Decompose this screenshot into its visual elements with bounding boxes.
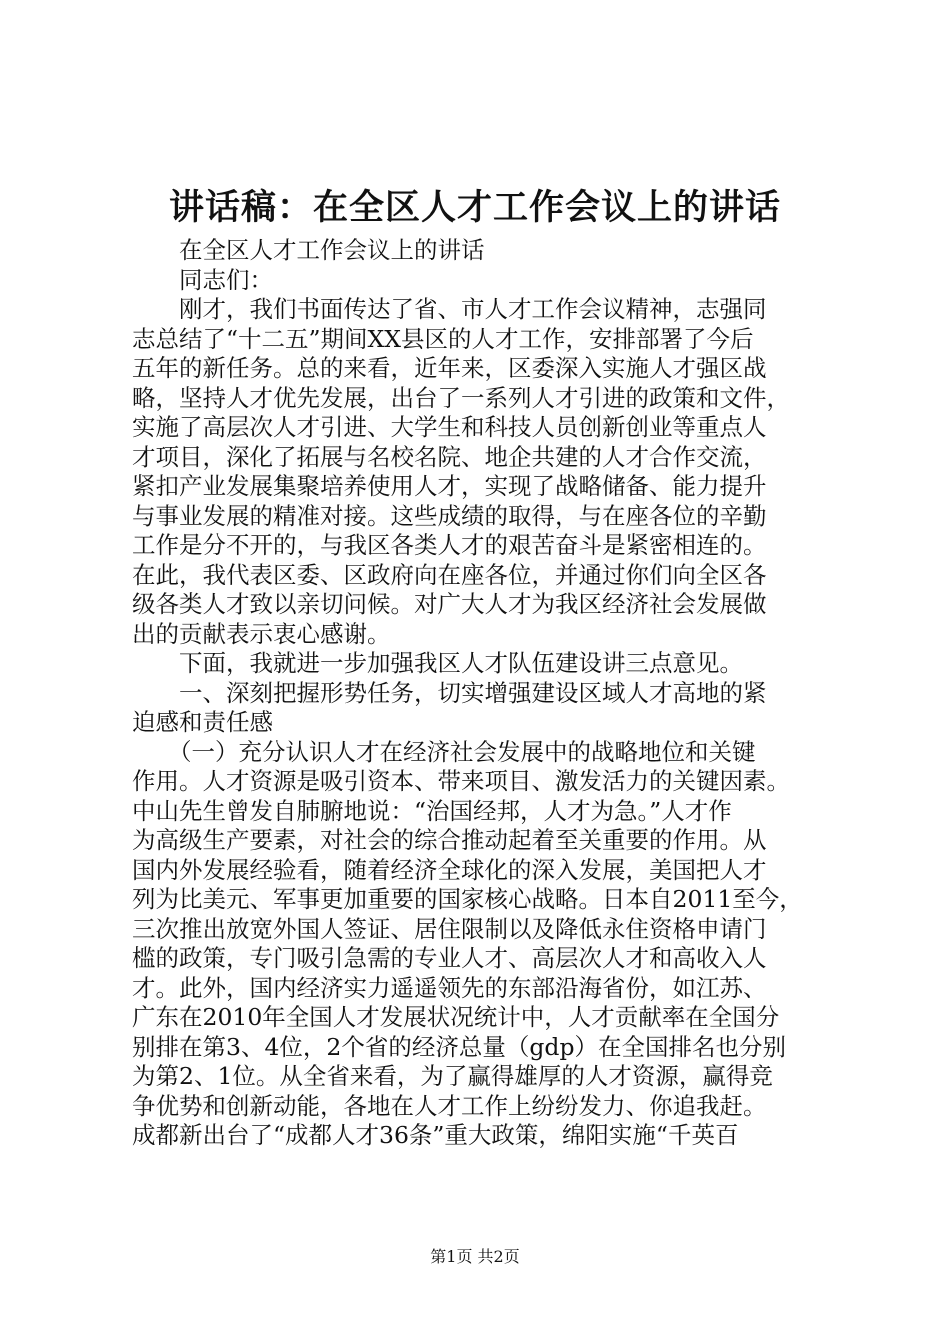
body-line: 志总结了“十二五”期间XX县区的人才工作，安排部署了今后 — [132, 324, 754, 353]
page-footer: 第1页 共2页 — [430, 1247, 520, 1266]
body-line: 国内外发展经验看，随着经济全球化的深入发展，美国把人才 — [132, 855, 767, 884]
body-line: 广东在2010年全国人才发展状况统计中，人才贡献率在全国分 — [132, 1003, 780, 1031]
subtitle-line: 在全区人才工作会议上的讲话 — [179, 236, 485, 264]
body-line: 才。此外，国内经济实力遥遥领先的东部沿海省份，如江苏、 — [132, 973, 767, 1002]
body-line: 三次推出放宽外国人签证、居住限制以及降低永住资格申请门 — [132, 914, 767, 943]
body-line: 为第2、1位。从全省来看，为了赢得雄厚的人才资源，赢得竞 — [132, 1062, 773, 1090]
document-body — [132, 236, 832, 1151]
body-line: 槛的政策，专门吸引急需的专业人才、高层次人才和高收入人 — [132, 944, 767, 972]
body-line: 出的贡献表示衷心感谢。 — [132, 619, 391, 648]
salutation-line: 同志们： — [179, 265, 273, 294]
subsection-line: （一）充分认识人才在经济社会发展中的战略地位和关键 — [168, 737, 756, 766]
body-line: 争优势和创新动能，各地在人才工作上纷纷发力、你追我赶。 — [132, 1091, 767, 1120]
document-title: 讲话稿：在全区人才工作会议上的讲话 — [168, 188, 781, 228]
section-heading-line: 一、深刻把握形势任务，切实增强建设区域人才高地的紧 — [179, 678, 767, 707]
body-line: 为高级生产要素，对社会的综合推动起着至关重要的作用。从 — [132, 826, 767, 854]
body-line: 下面，我就进一步加强我区人才队伍建设讲三点意见。 — [179, 649, 743, 677]
body-line: 工作是分不开的，与我区各类人才的艰苦奋斗是紧密相连的。 — [132, 531, 767, 559]
body-line: 级各类人才致以亲切问候。对广大人才为我区经济社会发展做 — [132, 590, 767, 618]
body-line: 列为比美元、军事更加重要的国家核心战略。日本自2011至今， — [132, 885, 803, 913]
body-line: 在此，我代表区委、区政府向在座各位，并通过你们向全区各 — [132, 560, 767, 589]
body-line: 略，坚持人才优先发展，出台了一系列人才引进的政策和文件， — [132, 383, 790, 412]
body-line: 刚才，我们书面传达了省、市人才工作会议精神，志强同 — [179, 295, 767, 323]
body-line: 五年的新任务。总的来看，近年来，区委深入实施人才强区战 — [132, 354, 767, 382]
body-line: 中山先生曾发自肺腑地说：“治国经邦，人才为急。”人才作 — [132, 796, 732, 825]
body-line: 才项目，深化了拓展与名校名院、地企共建的人才合作交流， — [132, 442, 767, 471]
section-heading-line: 迫感和责任感 — [132, 708, 273, 736]
body-line: 与事业发展的精准对接。这些成绩的取得，与在座各位的辛勤 — [132, 501, 767, 530]
body-line: 实施了高层次人才引进、大学生和科技人员创新创业等重点人 — [132, 413, 767, 441]
body-line: 别排在第3、4位，2个省的经济总量（gdp）在全国排名也分别 — [132, 1032, 786, 1061]
body-line: 紧扣产业发展集聚培养使用人才，实现了战略储备、能力提升 — [132, 472, 767, 500]
body-line: 成都新出台了“成都人才36条”重大政策，绵阳实施“千英百 — [132, 1121, 739, 1149]
body-line: 作用。人才资源是吸引资本、带来项目、激发活力的关键因素。 — [132, 767, 790, 795]
